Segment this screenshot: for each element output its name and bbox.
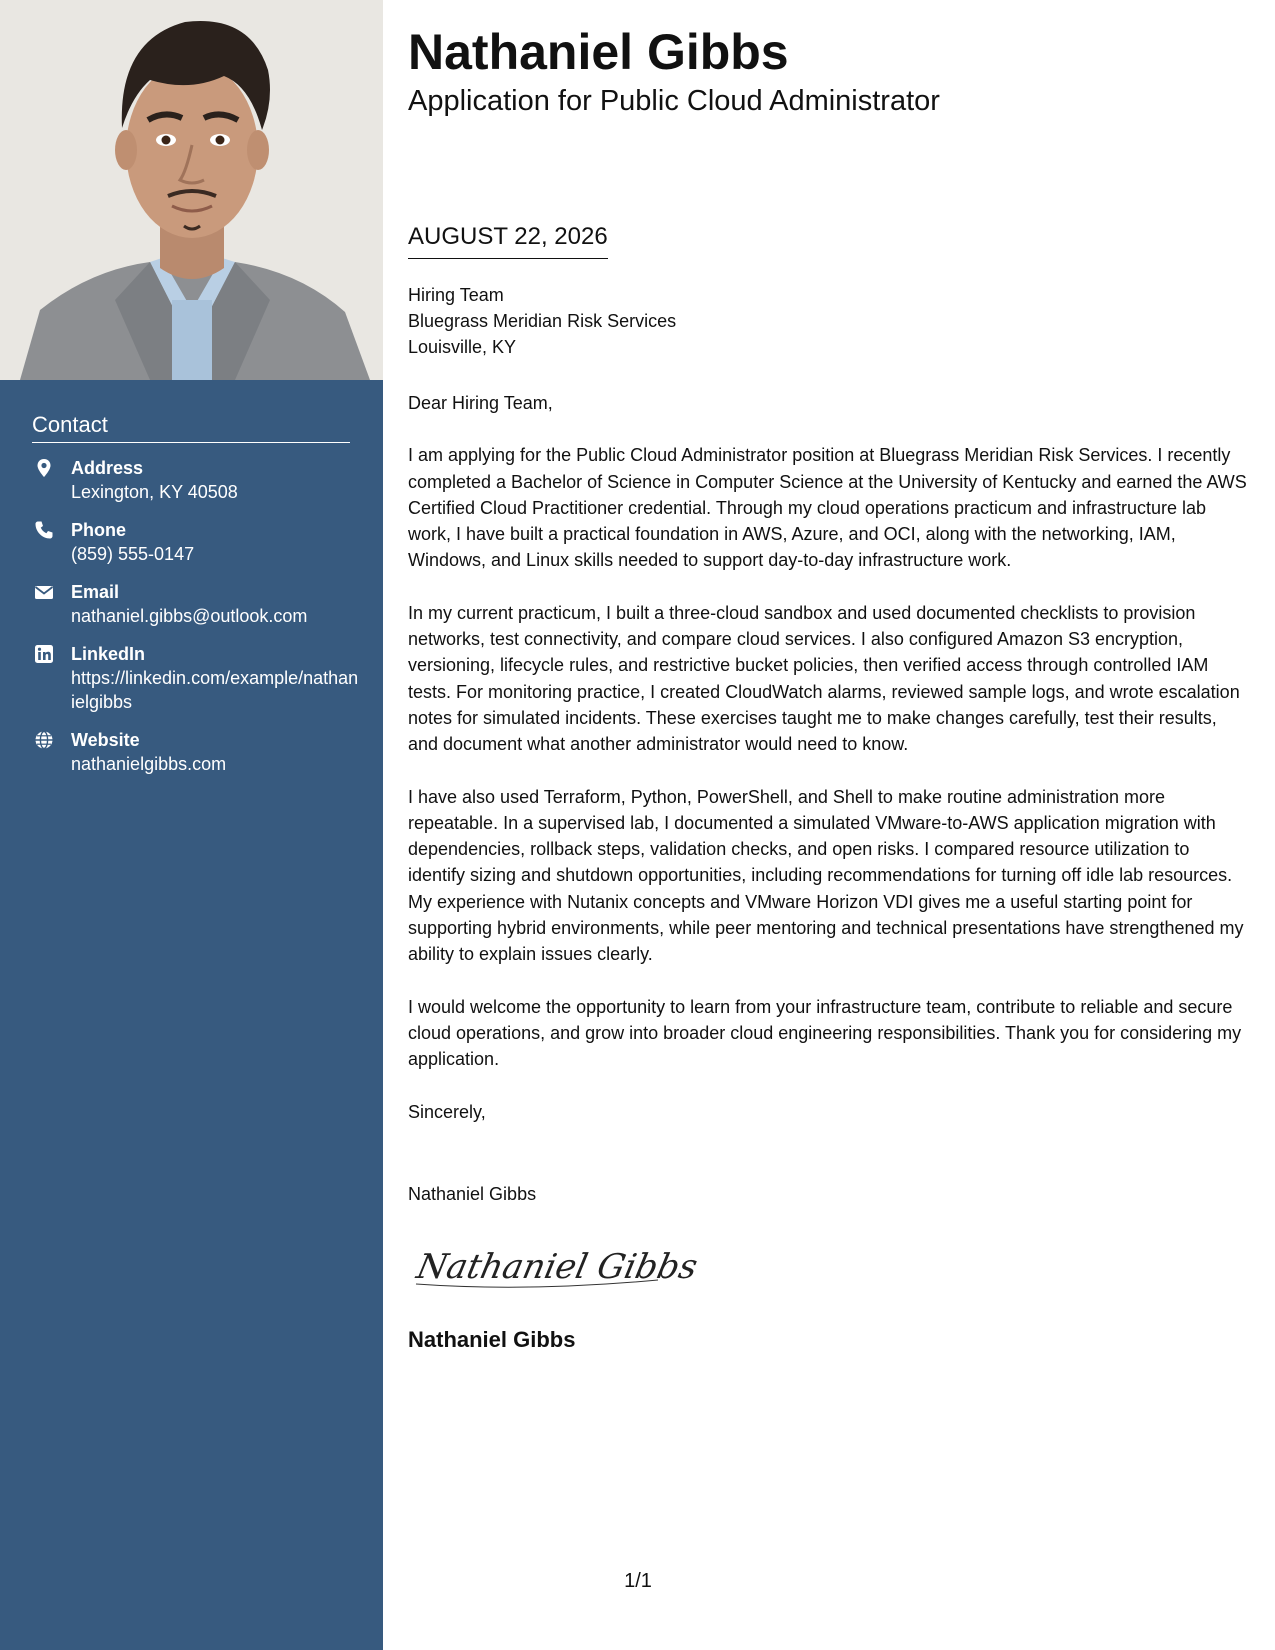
letter-date: AUGUST 22, 2026	[408, 222, 608, 259]
recipient-block	[408, 282, 676, 360]
location-pin-icon	[34, 458, 54, 478]
letter-body	[408, 390, 1250, 1151]
paragraph-1: I am applying for the Public Cloud Administrator position at Bluegrass Meridian Risk Services. I recently completed a Bachelor of Science in Computer Science at the University of Kentucky and earned the AWS Certified Cloud Practitioner credential. Through my cloud operations practicum and infrastructure lab work, I have built a practical foundation in AWS, Azure, and OCI, along with the networking, IAM, Windows, and Linux skills needed to support day-to-day infrastructure work.	[408, 445, 1247, 571]
contact-item-address	[32, 456, 362, 504]
linkedin-value[interactable]: https://linkedin.com/example/nathanielgibbs	[71, 668, 359, 712]
sidebar	[0, 0, 383, 1650]
envelope-icon	[34, 582, 54, 602]
linkedin-label: LinkedIn	[71, 644, 146, 664]
closing: Sincerely,	[408, 1101, 486, 1122]
address-value: Lexington, KY 40508	[71, 482, 238, 502]
signature-name-bold: Nathaniel Gibbs	[408, 1327, 576, 1352]
handwritten-signature	[408, 1236, 701, 1296]
paragraph-4: I would welcome the opportunity to learn from your infrastructure team, contribute to reliable and secure cloud operations, and grow into broader cloud engineering responsibilities. Thank you for considering my application.	[408, 996, 1242, 1070]
recipient-line-3: Louisville, KY	[408, 337, 517, 357]
applicant-name: Nathaniel Gibbs	[408, 24, 789, 80]
contact-list	[32, 456, 362, 790]
contact-item-phone	[32, 518, 362, 566]
phone-label: Phone	[71, 520, 127, 540]
recipient-line-1: Hiring Team	[408, 285, 504, 305]
email-value[interactable]: nathaniel.gibbs@outlook.com	[71, 606, 308, 626]
svg-text:Nathaniel Gibbs: Nathaniel Gibbs	[413, 1247, 701, 1287]
paragraph-3: I have also used Terraform, Python, PowerShell, and Shell to make routine administration more repeatable. In a supervised lab, I documented a simulated VMware-to-AWS application migration with dependencies, rollback steps, validation checks, and open risks. I compared resource utilization to identify sizing and shutdown opportunities, including recommendations for turning off idle lab resources. My experience with Nutanix concepts and VMware Horizon VDI gives me a useful starting point for supporting hybrid environments, while peer mentoring and technical presentations have strengthened my ability to explain issues clearly.	[408, 786, 1244, 965]
website-value[interactable]: nathanielgibbs.com	[71, 754, 227, 774]
contact-item-website	[32, 728, 362, 776]
address-label: Address	[71, 458, 144, 478]
phone-icon	[34, 520, 54, 540]
globe-icon	[34, 730, 54, 750]
recipient-line-2: Bluegrass Meridian Risk Services	[408, 311, 677, 331]
application-title: Application for Public Cloud Administrator	[408, 85, 940, 117]
page-number: 1/1	[624, 1570, 652, 1592]
paragraph-2: In my current practicum, I built a three-cloud sandbox and used documented checklists to provision networks, test connectivity, and compare cloud services. I also configured Amazon S3 encryption, versioning, lifecycle rules, and restrictive bucket policies, then verified access through controlled IAM tests. For monitoring practice, I created CloudWatch alarms, reviewed sample logs, and wrote escalation notes for simulated incidents. These exercises taught me to make changes carefully, test their results, and document what another administrator would need to know.	[408, 602, 1240, 755]
profile-photo	[0, 0, 383, 380]
portrait-illustration	[0, 0, 383, 380]
greeting: Dear Hiring Team,	[408, 393, 553, 413]
contact-item-email	[32, 580, 362, 628]
contact-item-linkedin	[32, 642, 362, 714]
contact-heading: Contact	[32, 412, 350, 443]
website-label: Website	[71, 730, 140, 750]
phone-value: (859) 555-0147	[71, 544, 195, 564]
printed-name: Nathaniel Gibbs	[408, 1184, 537, 1204]
email-label: Email	[71, 582, 120, 602]
linkedin-icon	[34, 644, 54, 664]
